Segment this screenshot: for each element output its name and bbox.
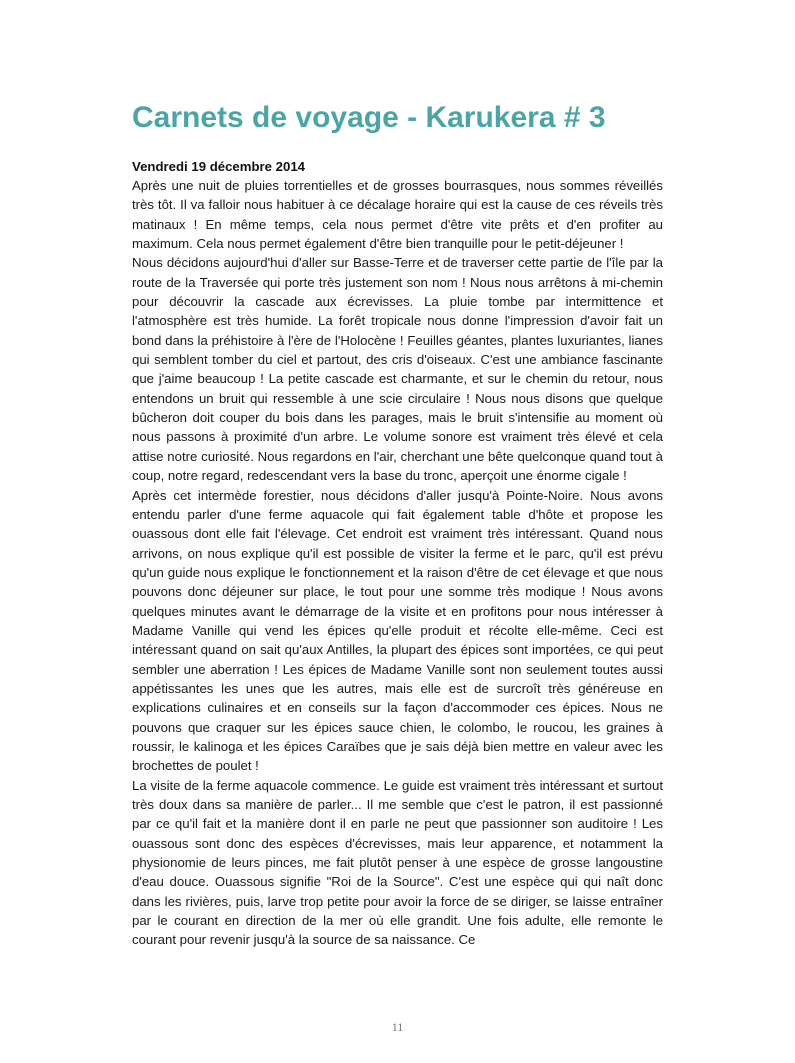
body-text (132, 176, 663, 950)
paragraph: Après cet intermède forestier, nous décidons d'aller jusqu'à Pointe-Noire. Nous avons entendu parler d'une ferme aquacole qui fait également table d'hôte et propose les ouassous dont elle fait l'élevage. Cet endroit est vraiment très intéressant. Quand nous arrivons, on nous explique qu'il est possible de visiter la ferme et le parc, qu'il est prévu qu'un guide nous explique le fonctionnement et la raison d'être de cet élevage et que nous pouvons donc déjeuner sur place, le tout pour une somme très modique ! Nous avons quelques minutes avant le démarrage de la visite et en profitons pour nous intéresser à Madame Vanille qui vend les épices qu'elle produit et récolte elle-même. Ceci est intéressant quand on sait qu'aux Antilles, la plupart des épices sont importées, ce qui peut sembler une aberration ! Les épices de Madame Vanille sont non seulement toutes aussi appétissantes les unes que les autres, mais elle est de surcroît très généreuse en explications culinaires et en conseils sur la façon d'accommoder ces épices. Nous ne pouvons que craquer sur les épices sauce chien, le colombo, le roucou, les graines à roussir, le kalinoga et les épices Caraïbes que je sais déjà bien mettre en valeur avec les brochettes de poulet ! (132, 487, 663, 774)
paragraph: La visite de la ferme aquacole commence. Le guide est vraiment très intéressant et surtout très doux dans sa manière de parler... Il me semble que c'est le patron, il est passionné par ce qu'il fait et la manière dont il en parle ne peut que passionner son auditoire ! Les ouassous sont donc des espèces d'écrevisses, mais leur apparence, et notamment la physionomie de leurs pinces, me fait plutôt penser à une espèce de grosse langoustine d'eau douce. Ouassous signifie "Roi de la Source". C'est une espèce qui qui naît donc dans les rivières, puis, larve trop petite pour avoir la force de se diriger, se laisse entraîner par le courant en direction de la mer où elle grandit. Une fois adulte, elle remonte le courant pour revenir jusqu'à la source de sa naissance. Ce (132, 777, 663, 948)
paragraph: Nous décidons aujourd'hui d'aller sur Basse-Terre et de traverser cette partie de l'île par la route de la Traversée qui porte très justement son nom ! Nous nous arrêtons à mi-chemin pour découvrir la cascade aux écrevisses. La pluie tombe par intermittence et l'atmosphère est très humide. La forêt tropicale nous donne l'impression d'avoir fait un bond dans la préhistoire à l'ère de l'Holocène ! Feuilles géantes, plantes luxuriantes, lianes qui semblent tomber du ciel et partout, des cris d'oiseaux. C'est une ambiance fascinante que j'aime beaucoup ! La petite cascade est charmante, et sur le chemin du retour, nous entendons un bruit qui ressemble à une scie circulaire ! Nous nous disons que quelque bûcheron doit couper du bois dans les parages, mais le bruit s'intensifie au moment où nous passons à proximité d'un arbre. Le volume sonore est vraiment très élevé et cela attise notre curiosité. Nous regardons en l'air, cherchant une bête quelconque quand tout à coup, notre regard, redescendant vers la base du tronc, aperçoit une énorme cigale ! (132, 255, 663, 484)
date-heading: Vendredi 19 décembre 2014 (132, 159, 306, 174)
page-title: Carnets de voyage - Karukera # 3 (132, 101, 606, 134)
paragraph: Après une nuit de pluies torrentielles et de grosses bourrasques, nous sommes réveillés très tôt. Il va falloir nous habituer à ce décalage horaire qui est la cause de ces réveils très matinaux ! En même temps, cela nous permet d'être vite prêts et d'en profiter au maximum. Cela nous permet également d'être bien tranquille pour le petit-déjeuner ! (132, 178, 663, 252)
page-number: 11 (391, 1020, 404, 1034)
